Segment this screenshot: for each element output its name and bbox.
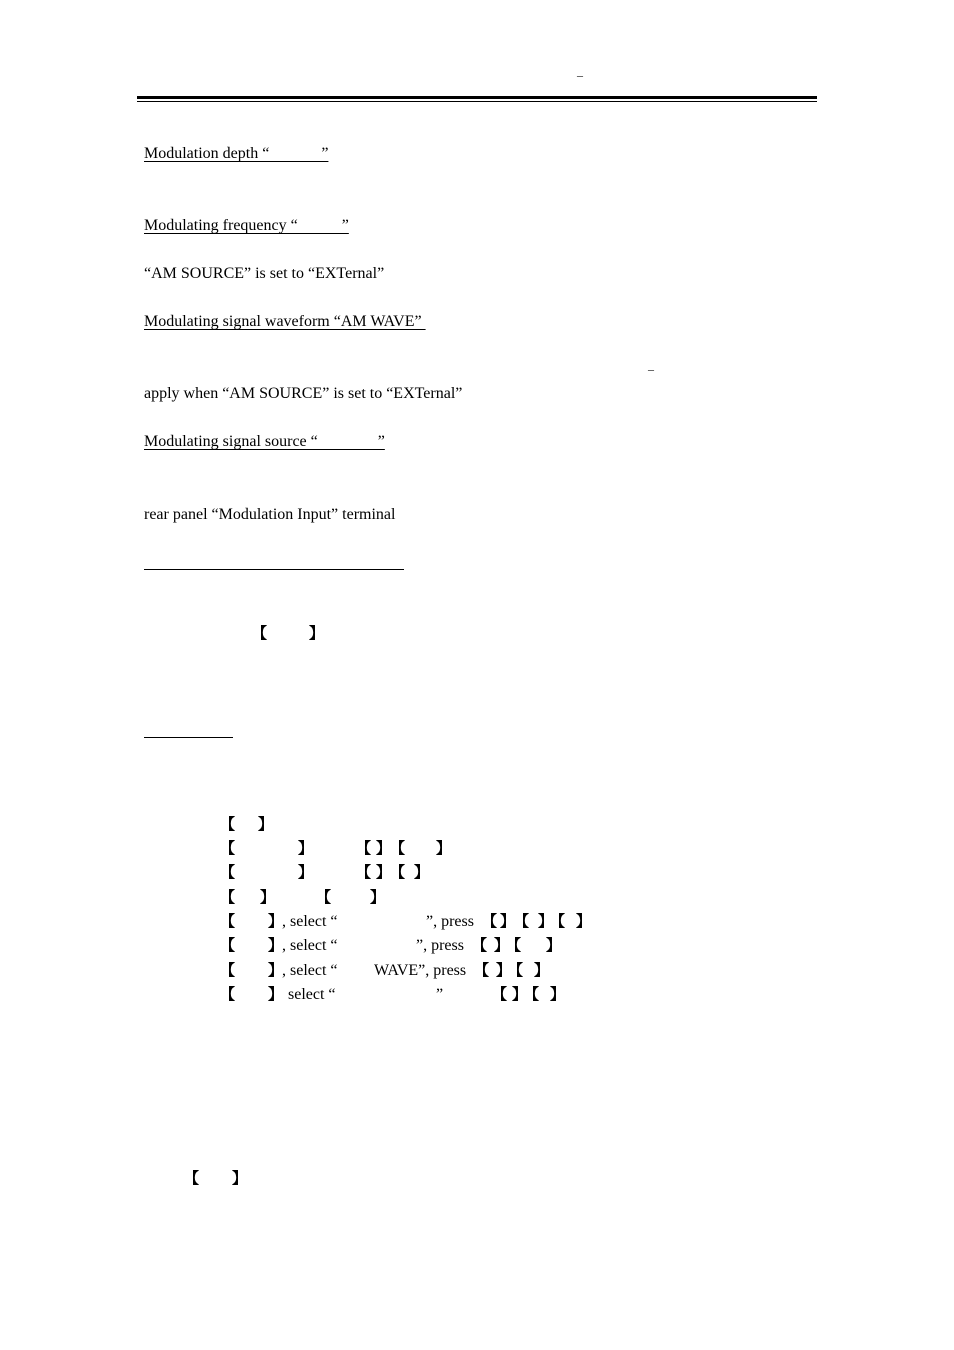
bracket-close: 】: [576, 912, 592, 930]
bracket-close: 】: [414, 863, 430, 881]
header-dash: –: [577, 68, 583, 82]
header-rule-thin: [137, 101, 817, 102]
bracket-open: 【: [390, 839, 406, 857]
bracket-close: 】: [376, 863, 392, 881]
bracket-open: 【: [508, 961, 524, 979]
bracket-open: 【: [220, 888, 236, 906]
bracket-open: 【: [220, 815, 236, 833]
bracket-close: 】: [534, 961, 550, 979]
bracket-close: 】: [512, 985, 528, 1003]
bracket-close: 】: [260, 888, 276, 906]
wave-press-text: WAVE”, press: [374, 962, 467, 979]
bracket-close: 】: [550, 985, 566, 1003]
bracket-close: 】: [546, 936, 562, 954]
header-rule-thick: [137, 96, 817, 99]
bracket-open: 【: [482, 912, 498, 930]
bracket-open: 【: [220, 936, 236, 954]
mid-dash: –: [648, 362, 654, 376]
bracket-open: 【: [220, 961, 236, 979]
bracket-close: 】: [268, 961, 284, 979]
bracket-close: 】: [298, 839, 314, 857]
modulating-frequency-label: Modulating frequency “ ”: [144, 217, 349, 234]
bracket-open: 【: [472, 936, 488, 954]
press-text: ”, press: [416, 937, 464, 954]
modulating-source-label: Modulating signal source “ ”: [144, 433, 385, 450]
select-text: , select “: [282, 913, 338, 930]
blank-heading-underline-1: [144, 569, 404, 570]
bracket-open: 【: [220, 985, 236, 1003]
rear-panel-text: rear panel “Modulation Input” terminal: [144, 506, 396, 523]
bracket-close: 】: [370, 888, 386, 906]
select-text: , select “: [282, 937, 338, 954]
bracket-close: 】: [494, 936, 510, 954]
bracket-open: 【: [492, 985, 508, 1003]
bracket-open: 【: [356, 863, 372, 881]
bracket-close: 】: [298, 863, 314, 881]
bracket-open: 【: [220, 912, 236, 930]
bracket-open: 【: [390, 863, 406, 881]
bracket-open: 【: [316, 888, 332, 906]
bracket-open: 【: [506, 936, 522, 954]
bracket-open: 【: [550, 912, 566, 930]
modulating-waveform-label: Modulating signal waveform “AM WAVE”: [144, 313, 426, 330]
bracket-close: 】: [268, 912, 284, 930]
bracket-close: 】: [538, 912, 554, 930]
close-quote: ”: [436, 986, 444, 1003]
apply-when-text: apply when “AM SOURCE” is set to “EXTernal”: [144, 385, 463, 402]
select-text: select “: [288, 986, 336, 1003]
press-text: ”, press: [426, 913, 474, 930]
bracket-close: 】: [496, 961, 512, 979]
bracket-close: 】: [268, 985, 284, 1003]
bracket-open: 【: [356, 839, 372, 857]
bracket-open: 【: [184, 1169, 200, 1187]
bracket-close: 】: [258, 815, 274, 833]
bracket-open: 【: [474, 961, 490, 979]
bracket-open: 【: [220, 839, 236, 857]
bracket-close: 】: [500, 912, 516, 930]
bracket-open: 【: [514, 912, 530, 930]
bracket-open: 【: [252, 624, 268, 642]
bracket-close: 】: [232, 1169, 248, 1187]
select-text: , select “: [282, 962, 338, 979]
modulation-depth-label: Modulation depth “ ”: [144, 145, 329, 162]
bracket-close: 】: [436, 839, 452, 857]
bracket-open: 【: [220, 863, 236, 881]
am-source-external-text: “AM SOURCE” is set to “EXTernal”: [144, 265, 385, 282]
bracket-close: 】: [376, 839, 392, 857]
bracket-close: 】: [268, 936, 284, 954]
bracket-close: 】: [309, 624, 325, 642]
bracket-open: 【: [524, 985, 540, 1003]
blank-heading-underline-2: [144, 737, 233, 738]
